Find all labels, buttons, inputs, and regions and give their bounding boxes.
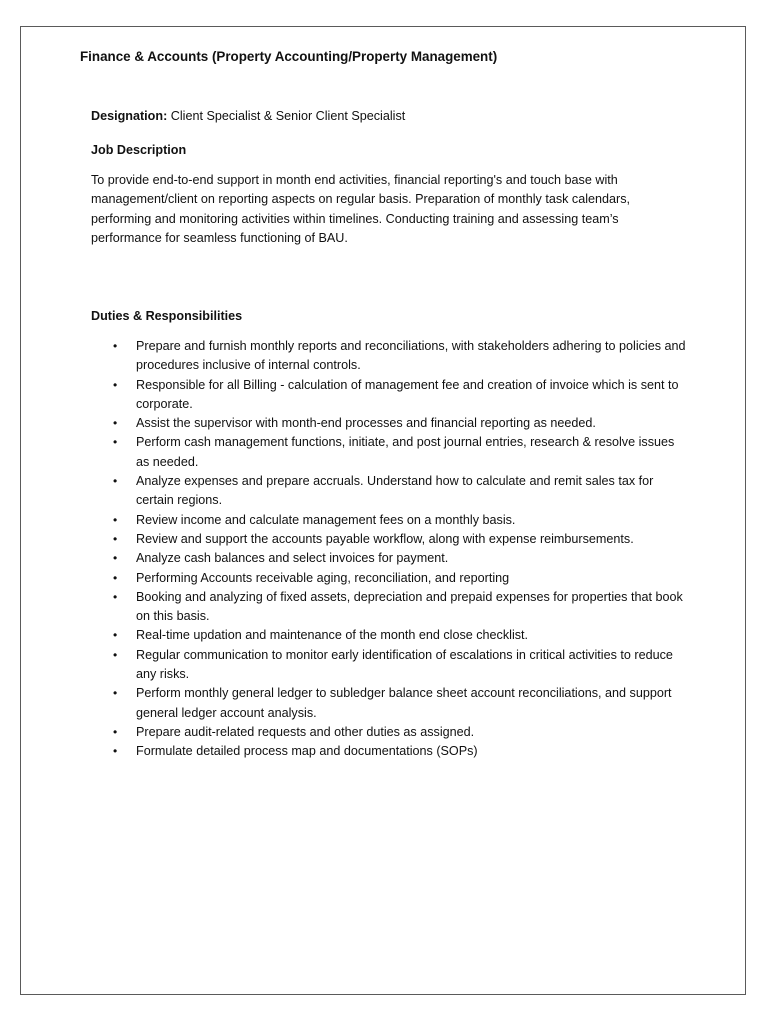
- bullet-icon: •: [113, 531, 118, 546]
- designation-line: [91, 108, 405, 125]
- bullet-icon: •: [113, 724, 118, 739]
- duty-text: Performing Accounts receivable aging, reconciliation, and reporting: [136, 570, 510, 585]
- duty-item: [91, 433, 691, 472]
- duty-text: Booking and analyzing of fixed assets, depreciation and prepaid expenses for properties that book on this basis.: [136, 589, 683, 624]
- duty-text: Analyze cash balances and select invoices for payment.: [136, 551, 449, 566]
- duty-text: Responsible for all Billing - calculation of management fee and creation of invoice which is sent to corporate.: [136, 377, 679, 411]
- duty-text: Review and support the accounts payable workflow, along with expense reimbursements.: [136, 531, 634, 546]
- duty-text: Formulate detailed process map and documentations (SOPs): [136, 744, 478, 759]
- duties-list: [91, 337, 691, 762]
- duty-text: Perform cash management functions, initiate, and post journal entries, research & resolve issues as needed.: [136, 435, 675, 469]
- duty-item: [91, 723, 691, 742]
- duty-text: Prepare and furnish monthly reports and reconciliations, with stakeholders adhering to policies and procedures inclusive of internal controls.: [136, 339, 686, 373]
- duty-item: [91, 684, 691, 723]
- bullet-icon: •: [113, 686, 118, 701]
- job-description-heading: Job Description: [91, 143, 187, 157]
- job-description-text: To provide end-to-end support in month end activities, financial reporting's and touch base with management/client on reporting aspects on regular basis. Preparation of monthly task calendars, performing and monitoring activities within timelines. Conducting training and assessing team’s performance for seamless functioning of BAU.: [91, 173, 631, 245]
- bullet-icon: •: [113, 339, 118, 353]
- bullet-icon: •: [113, 589, 118, 604]
- duty-item: [91, 588, 691, 627]
- duty-item: [91, 337, 691, 376]
- bullet-icon: •: [113, 744, 118, 759]
- designation-value: Client Specialist & Senior Client Specialist: [167, 109, 406, 123]
- duty-text: Analyze expenses and prepare accruals. Understand how to calculate and remit sales tax for certain regions.: [136, 474, 654, 508]
- bullet-icon: •: [113, 377, 118, 392]
- duty-text: Real-time updation and maintenance of the month end close checklist.: [136, 628, 529, 643]
- bullet-icon: •: [113, 647, 118, 662]
- duty-item: [91, 376, 691, 415]
- duty-text: Regular communication to monitor early identification of escalations in critical activities to reduce any risks.: [136, 647, 673, 682]
- bullet-icon: •: [113, 474, 118, 489]
- bullet-icon: •: [113, 628, 118, 643]
- duty-text: Assist the supervisor with month-end processes and financial reporting as needed.: [136, 416, 596, 431]
- bullet-icon: •: [113, 551, 118, 566]
- bullet-icon: •: [113, 570, 118, 585]
- duty-text: Prepare audit-related requests and other duties as assigned.: [136, 724, 475, 739]
- duty-item: [91, 530, 691, 549]
- bullet-icon: •: [113, 435, 118, 450]
- document-title: Finance & Accounts (Property Accounting/Property Management): [80, 49, 498, 64]
- duty-text: Perform monthly general ledger to subledger balance sheet account reconciliations, and support general ledger account analysis.: [136, 686, 672, 720]
- bullet-icon: •: [113, 512, 118, 527]
- bullet-icon: •: [113, 416, 118, 431]
- duty-item: [91, 472, 691, 511]
- designation-label: Designation:: [91, 109, 168, 123]
- duty-item: [91, 549, 691, 568]
- duty-text: Review income and calculate management fees on a monthly basis.: [136, 512, 516, 527]
- duty-item: [91, 569, 691, 588]
- duty-item: [91, 511, 691, 530]
- duty-item: [91, 646, 691, 685]
- duties-heading: Duties & Responsibilities: [91, 309, 243, 323]
- duty-item: [91, 742, 691, 761]
- duty-item: [91, 626, 691, 645]
- duty-item: [91, 414, 691, 433]
